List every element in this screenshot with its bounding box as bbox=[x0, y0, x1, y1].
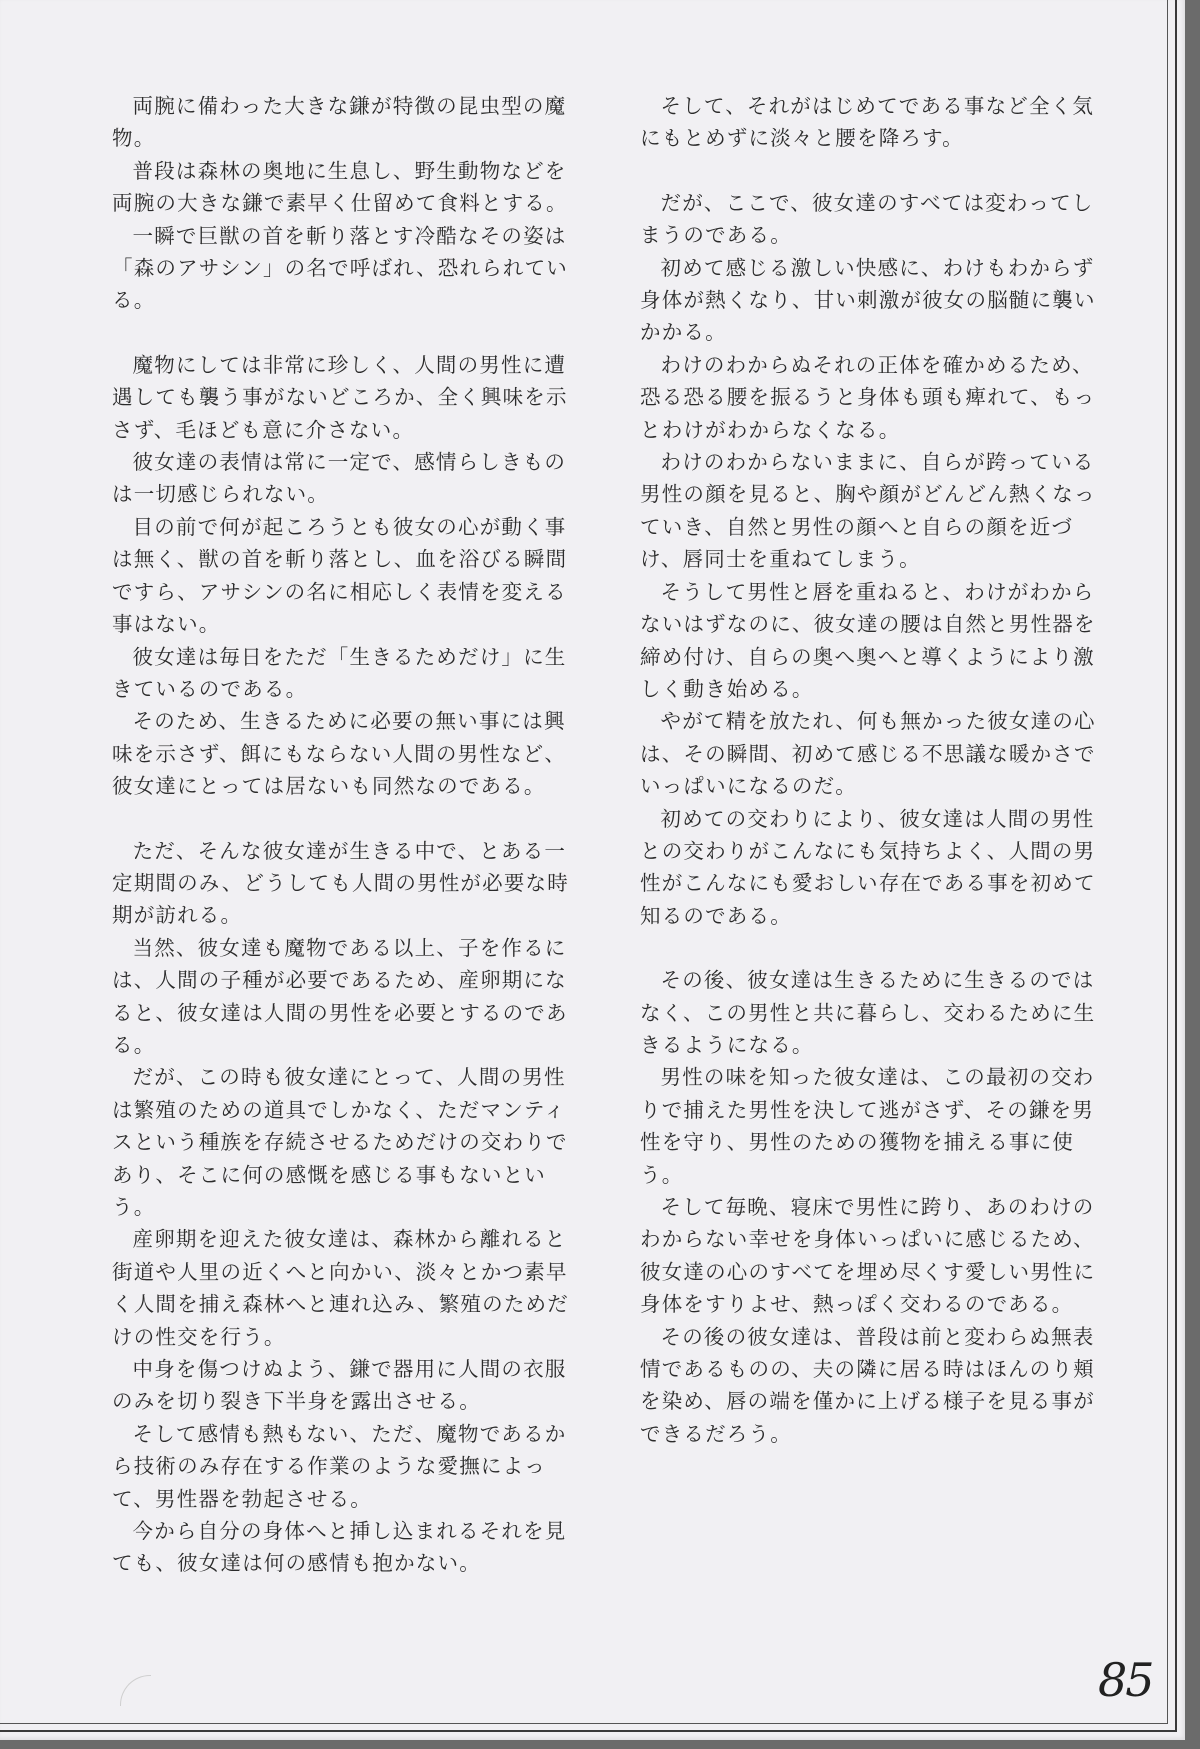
page-number: 85 bbox=[1098, 1653, 1153, 1707]
paragraph: 目の前で何が起ころうとも彼女の心が動く事は無く、獣の首を斬り落とし、血を浴びる瞬間ですら、アサシンの名に相応しく表情を変える事はない。 bbox=[112, 514, 568, 637]
paragraph: 魔物にしては非常に珍しく、人間の男性に遭遇しても襲う事がないどころか、全く興味を示さず、毛ほども意に介さない。 bbox=[112, 352, 568, 442]
paragraph: そして感情も熱もない、ただ、魔物であるから技術のみ存在する作業のような愛撫によって、男性器を勃起させる。 bbox=[112, 1421, 567, 1511]
paragraph: そして、それがはじめてである事など全く気にもとめずに淡々と腰を降ろす。 bbox=[640, 94, 1095, 151]
paragraph: その後、彼女達は生きるために生きるのではなく、この男性と共に暮らし、交わるために生きるようになる。 bbox=[640, 968, 1096, 1057]
paragraph: だが、この時も彼女達にとって、人間の男性は繁殖のための道具でしかなく、ただマンティスという種族を存続させるためだけの交わりであり、そこに何の感慨を感じる事もないという。 bbox=[112, 1065, 568, 1219]
paragraph-gap bbox=[112, 317, 582, 349]
paragraph: 初めて感じる激しい快感に、わけもわからず身体が熱くなり、甘い刺激が彼女の脳髄に襲いかかる。 bbox=[640, 255, 1096, 345]
paragraph: やがて精を放たれ、何も無かった彼女達の心は、その瞬間、初めて感じる不思議な暖かさでいっぱいになるのだ。 bbox=[640, 709, 1096, 799]
left-text-column bbox=[112, 90, 582, 1580]
paragraph: 男性の味を知った彼女達は、この最初の交わりで捕えた男性を決して逃がさず、その鎌を男性を守り、男性のための獲物を捕える事に使う。 bbox=[640, 1065, 1095, 1187]
paragraph: そのため、生きるために必要の無い事には興味を示さず、餌にもならない人間の男性など、彼女達にとっては居ないも同然なのである。 bbox=[112, 709, 567, 799]
paragraph-gap bbox=[640, 155, 1110, 187]
paragraph: そして毎晩、寝床で男性に跨り、あのわけのわからない幸せを身体いっぱいに感じるため、彼女達の心のすべてを埋め尽くす愛しい男性に身体をすりよせ、熱っぽく交わるのである。 bbox=[640, 1195, 1096, 1317]
paragraph: 産卵期を迎えた彼女達は、森林から離れると街道や人里の近くへと向かい、淡々とかつ素早く人間を捕え森林へと連れ込み、繁殖のためだけの性交を行う。 bbox=[112, 1227, 569, 1349]
paragraph: 普段は森林の奥地に生息し、野生動物などを両腕の大きな鎌で素早く仕留めて食料とする。 bbox=[112, 158, 568, 216]
paragraph: わけのわからないままに、自らが跨っている男性の顔を見ると、胸や顔がどんどん熱くなっていき、自然と男性の顔へと自らの顔を近づけ、唇同士を重ねてしまう。 bbox=[640, 450, 1096, 572]
paragraph: ただ、そんな彼女達が生きる中で、とある一定期間のみ、どうしても人間の男性が必要な時期が訪れる。 bbox=[112, 838, 569, 928]
paragraph-gap bbox=[640, 932, 1110, 964]
paragraph: 両腕に備わった大きな鎌が特徴の昆虫型の魔物。 bbox=[112, 94, 567, 151]
paragraph: 彼女達の表情は常に一定で、感情らしきものは一切感じられない。 bbox=[112, 450, 567, 507]
paragraph: 中身を傷つけぬよう、鎌で器用に人間の衣服のみを切り裂き下半身を露出させる。 bbox=[112, 1357, 567, 1414]
paragraph-gap bbox=[112, 803, 582, 835]
paragraph: そうして男性と唇を重ねると、わけがわからないはずなのに、彼女達の腰は自然と男性器を締め付け、自らの奥へ奥へと導くようにより激しく動き始める。 bbox=[640, 579, 1096, 701]
paragraph: 彼女達は毎日をただ「生きるためだけ」に生きているのである。 bbox=[112, 644, 567, 701]
paragraph: だが、ここで、彼女達のすべては変わってしまうのである。 bbox=[640, 190, 1094, 248]
paragraph: 今から自分の身体へと挿し込まれるそれを見ても、彼女達は何の感情も抱かない。 bbox=[112, 1519, 567, 1576]
paragraph: わけのわからぬそれの正体を確かめるため、恐る恐る腰を振るうと身体も頭も痺れて、もっとわけがわからなくなる。 bbox=[640, 352, 1096, 442]
paragraph: 当然、彼女達も魔物である以上、子を作るには、人間の子種が必要であるため、産卵期になると、彼女達は人間の男性を必要とするのである。 bbox=[112, 935, 568, 1057]
right-text-column bbox=[640, 90, 1110, 1450]
paragraph: 初めての交わりにより、彼女達は人間の男性との交わりがこんなにも気持ちよく、人間の男性がこんなにも愛おしい存在である事を初めて知るのである。 bbox=[640, 806, 1096, 928]
paragraph: 一瞬で巨獣の首を斬り落とす冷酷なその姿は「森のアサシン」の名で呼ばれ、恐れられている。 bbox=[112, 223, 569, 313]
paragraph: その後の彼女達は、普段は前と変わらぬ無表情であるものの、夫の隣に居る時はほんのり頬を染め、唇の端を僅かに上げる様子を見る事ができるだろう。 bbox=[640, 1324, 1095, 1446]
